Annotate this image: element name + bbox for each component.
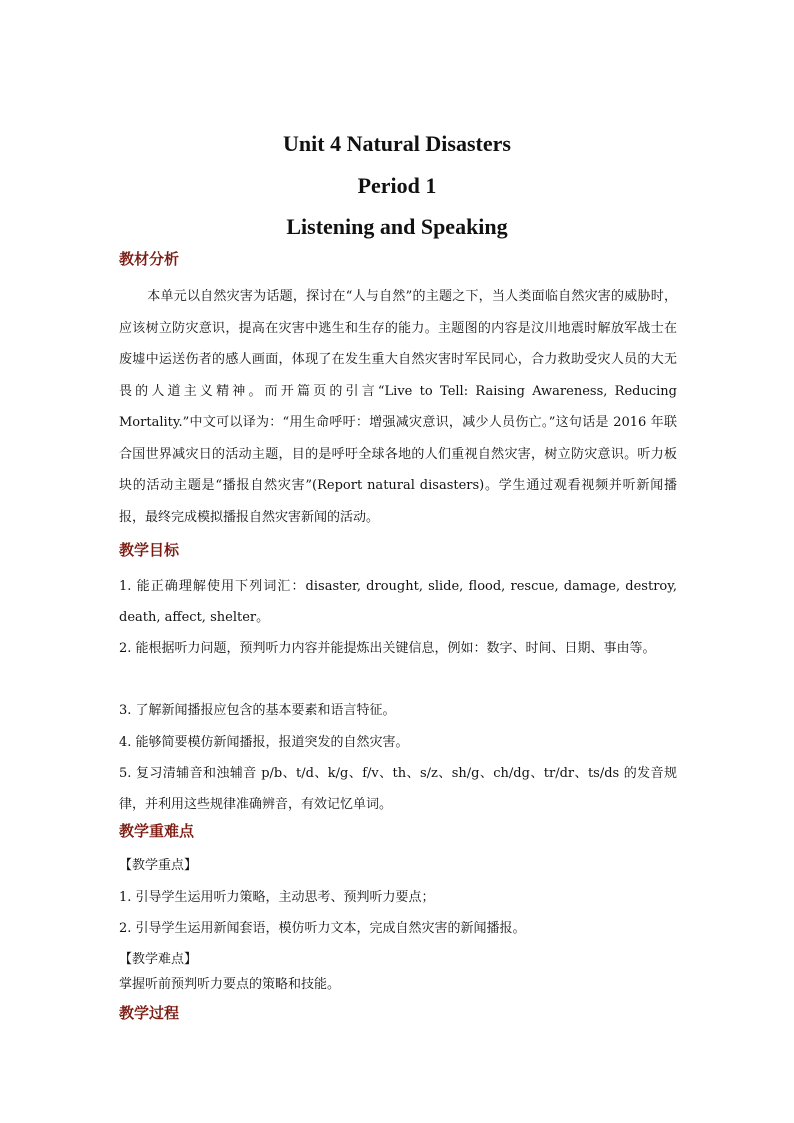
lesson-title: Listening and Speaking <box>286 214 508 239</box>
heading-keypoints: 教学重难点 <box>119 822 195 840</box>
focus-item: 1. 引导学生运用听力策略，主动思考、预判听力要点； <box>119 890 435 905</box>
analysis-paragraph <box>119 281 677 533</box>
focus-label: 【教学重点】 <box>119 858 198 873</box>
period-title: Period 1 <box>357 173 437 198</box>
objective-item: 4. 能够简要模仿新闻播报，报道突发的自然灾害。 <box>119 735 409 750</box>
objective-item: 1. 能正确理解使用下列词汇：disaster, drought, slide, flood, rescue, damage, destroy, death, affect, shelter。 <box>119 579 677 625</box>
heading-analysis: 教材分析 <box>119 250 180 268</box>
objective-item: 3. 了解新闻播报应包含的基本要素和语言特征。 <box>119 703 396 718</box>
difficulty-text: 掌握听前预判听力要点的策略和技能。 <box>119 977 341 992</box>
difficulty-label: 【教学难点】 <box>119 952 198 967</box>
focus-item: 2. 引导学生运用新闻套语，模仿听力文本，完成自然灾害的新闻播报。 <box>119 921 526 936</box>
objective-item: 5. 复习清辅音和浊辅音 p/b、t/d、k/g、f/v、th、s/z、sh/g、ch/dg、tr/dr、ts/ds 的发音规律，并利用这些规律准确辨音，有效记忆单词。 <box>119 766 677 812</box>
unit-title: Unit 4 Natural Disasters <box>283 131 511 156</box>
heading-objectives: 教学目标 <box>119 541 180 559</box>
objective-item: 2. 能根据听力问题，预判听力内容并能提炼出关键信息，例如：数字、时间、日期、事由等。 <box>119 641 656 656</box>
heading-process: 教学过程 <box>119 1004 180 1022</box>
analysis-text: 本单元以自然灾害为话题，探讨在“人与自然”的主题之下，当人类面临自然灾害的威胁时，应该树立防灾意识，提高在灾害中逃生和生存的能力。主题图的内容是汶川地震时解放军战士在废墟中运送伤者的感人画面，体现了在发生重大自然灾害时军民同心，合力救助受灾人员的大无畏的人道主义精神。而开篇页的引言“Live to Tell: Raising Awareness, Reducing Mortality.”中文可以译为：“用生命呼吁：增强减灾意识，减少人员伤亡。”这句话是 2016 年联合国世界减灾日的活动主题，目的是呼吁全球各地的人们重视自然灾害，树立防灾意识。听力板块的活动主题是“播报自然灾害”(Report natural disasters)。学生通过观看视频并听新闻播报，最终完成模拟播报自然灾害新闻的活动。 <box>119 289 677 525</box>
